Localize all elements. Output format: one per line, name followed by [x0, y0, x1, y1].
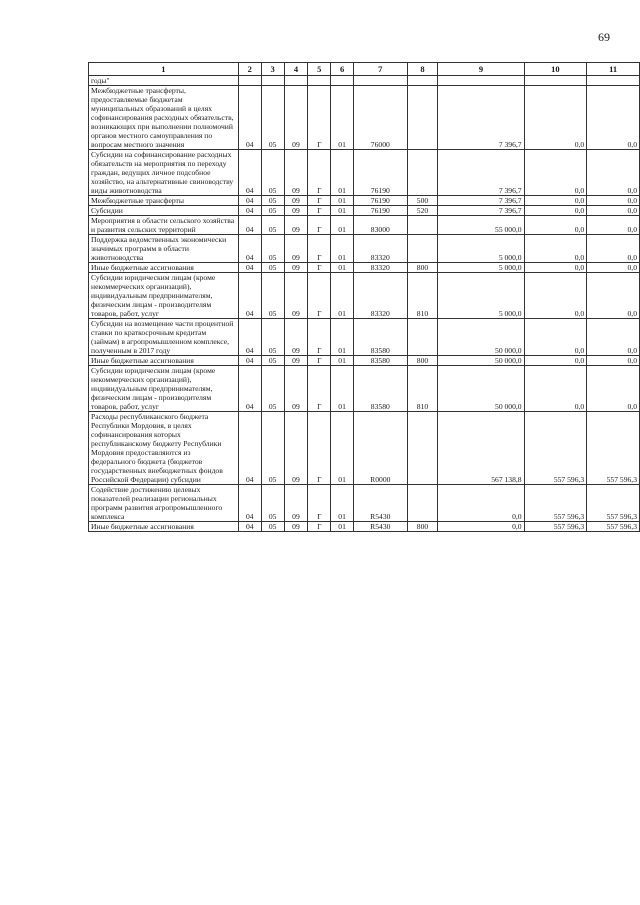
- main-event-cell: 01: [331, 263, 354, 273]
- table-row: [89, 235, 640, 263]
- direction-cell: 83320: [354, 235, 408, 263]
- program-cell: 09: [284, 235, 308, 263]
- amount-2019-cell: 0,0: [524, 356, 587, 366]
- amount-2019-cell: 0,0: [524, 206, 587, 216]
- direction-cell: 76000: [354, 86, 408, 150]
- amount-2018-cell: 5 000,0: [438, 235, 524, 263]
- continuation-text: годы": [89, 76, 239, 86]
- page-number: 69: [598, 30, 610, 44]
- table-row: [89, 196, 640, 206]
- subprogram-cell: Г: [308, 522, 331, 532]
- amount-2018-cell: 567 138,8: [438, 412, 524, 485]
- expense-type-cell: [407, 150, 438, 196]
- program-cell: 09: [284, 216, 308, 235]
- row-name-cell: Межбюджетные трансферты: [89, 196, 239, 206]
- program-cell: 09: [284, 150, 308, 196]
- amount-2019-cell: 0,0: [524, 366, 587, 412]
- program-cell: 09: [284, 206, 308, 216]
- expense-type-cell: 500: [407, 196, 438, 206]
- column-header: 8: [407, 63, 438, 76]
- subsection-cell: 05: [261, 522, 284, 532]
- expense-type-cell: 520: [407, 206, 438, 216]
- expense-type-cell: [407, 86, 438, 150]
- main-event-cell: 01: [331, 366, 354, 412]
- amount-2019-cell: 0,0: [524, 235, 587, 263]
- amount-2019-cell: 557 596,3: [524, 412, 587, 485]
- main-event-cell: 01: [331, 235, 354, 263]
- subsection-cell: 05: [261, 412, 284, 485]
- amount-2019-cell: 557 596,3: [524, 522, 587, 532]
- table-row: [89, 366, 640, 412]
- row-name-cell: Субсидии юридическим лицам (кроме некоммерческих организаций), индивидуальным предпринимателям, физическим лицам - производителям товаров, работ, услуг: [89, 366, 239, 412]
- section-cell: 04: [238, 356, 261, 366]
- program-cell: 09: [284, 356, 308, 366]
- program-cell: 09: [284, 273, 308, 319]
- amount-2020-cell: 0,0: [587, 263, 640, 273]
- subsection-cell: 05: [261, 196, 284, 206]
- amount-2018-cell: 5 000,0: [438, 273, 524, 319]
- amount-2018-cell: 7 396,7: [438, 86, 524, 150]
- column-header: 1: [89, 63, 239, 76]
- program-cell: 09: [284, 86, 308, 150]
- expense-type-cell: 800: [407, 356, 438, 366]
- direction-cell: 83580: [354, 366, 408, 412]
- subprogram-cell: Г: [308, 263, 331, 273]
- amount-2018-cell: 7 396,7: [438, 196, 524, 206]
- direction-cell: 83320: [354, 273, 408, 319]
- subprogram-cell: Г: [308, 150, 331, 196]
- subsection-cell: 05: [261, 206, 284, 216]
- table-row: [89, 522, 640, 532]
- main-event-cell: 01: [331, 356, 354, 366]
- subprogram-cell: Г: [308, 196, 331, 206]
- section-cell: 04: [238, 485, 261, 522]
- column-header: 9: [438, 63, 524, 76]
- program-cell: 09: [284, 522, 308, 532]
- table-row: [89, 273, 640, 319]
- amount-2020-cell: 557 596,3: [587, 412, 640, 485]
- main-event-cell: 01: [331, 319, 354, 356]
- amount-2018-cell: 5 000,0: [438, 263, 524, 273]
- table-row: [89, 206, 640, 216]
- section-cell: 04: [238, 86, 261, 150]
- row-name-cell: Поддержка ведомственных экономически значимых программ в области животноводства: [89, 235, 239, 263]
- row-name-cell: Мероприятия в области сельского хозяйства и развития сельских территорий: [89, 216, 239, 235]
- amount-2020-cell: 0,0: [587, 235, 640, 263]
- main-event-cell: 01: [331, 86, 354, 150]
- amount-2019-cell: 0,0: [524, 216, 587, 235]
- column-header: 5: [308, 63, 331, 76]
- amount-2020-cell: 0,0: [587, 150, 640, 196]
- direction-cell: 83000: [354, 216, 408, 235]
- direction-cell: 83580: [354, 356, 408, 366]
- direction-cell: 83320: [354, 263, 408, 273]
- subprogram-cell: Г: [308, 216, 331, 235]
- row-name-cell: Иные бюджетные ассигнования: [89, 356, 239, 366]
- amount-2020-cell: 0,0: [587, 206, 640, 216]
- direction-cell: R5430: [354, 485, 408, 522]
- direction-cell: 76190: [354, 206, 408, 216]
- row-name-cell: Субсидии юридическим лицам (кроме некоммерческих организаций), индивидуальным предпринимателям, физическим лицам - производителям товаров, работ, услуг: [89, 273, 239, 319]
- subsection-cell: 05: [261, 356, 284, 366]
- table-row: [89, 86, 640, 150]
- amount-2019-cell: 0,0: [524, 150, 587, 196]
- table-header-row: [89, 63, 640, 76]
- amount-2018-cell: 7 396,7: [438, 150, 524, 196]
- amount-2020-cell: 0,0: [587, 86, 640, 150]
- amount-2018-cell: 0,0: [438, 522, 524, 532]
- program-cell: 09: [284, 412, 308, 485]
- column-header: 10: [524, 63, 587, 76]
- row-name-cell: Субсидии: [89, 206, 239, 216]
- section-cell: 04: [238, 196, 261, 206]
- section-cell: 04: [238, 235, 261, 263]
- program-cell: 09: [284, 485, 308, 522]
- direction-cell: R5430: [354, 522, 408, 532]
- amount-2020-cell: 557 596,3: [587, 522, 640, 532]
- row-name-cell: Субсидии на софинансирование расходных обязательств на мероприятия по переходу граждан, ведущих личное подсобное хозяйство, на альтернативные свиноводству виды животноводства: [89, 150, 239, 196]
- main-event-cell: 01: [331, 216, 354, 235]
- section-cell: 04: [238, 216, 261, 235]
- column-header: 11: [587, 63, 640, 76]
- column-header: 7: [354, 63, 408, 76]
- row-name-cell: Содействие достижению целевых показателей реализации региональных программ развития агропромышленного комплекса: [89, 485, 239, 522]
- expense-type-cell: [407, 235, 438, 263]
- column-header: 3: [261, 63, 284, 76]
- direction-cell: R0000: [354, 412, 408, 485]
- subprogram-cell: Г: [308, 485, 331, 522]
- amount-2018-cell: 50 000,0: [438, 356, 524, 366]
- subprogram-cell: Г: [308, 86, 331, 150]
- amount-2019-cell: 0,0: [524, 196, 587, 206]
- section-cell: 04: [238, 319, 261, 356]
- table-row: [89, 319, 640, 356]
- amount-2018-cell: 7 396,7: [438, 206, 524, 216]
- amount-2020-cell: 0,0: [587, 356, 640, 366]
- column-header: 4: [284, 63, 308, 76]
- amount-2020-cell: 0,0: [587, 196, 640, 206]
- amount-2020-cell: 0,0: [587, 273, 640, 319]
- subprogram-cell: Г: [308, 235, 331, 263]
- subprogram-cell: Г: [308, 273, 331, 319]
- program-cell: 09: [284, 319, 308, 356]
- column-header: 2: [238, 63, 261, 76]
- main-event-cell: 01: [331, 412, 354, 485]
- section-cell: 04: [238, 412, 261, 485]
- table-row: [89, 216, 640, 235]
- amount-2019-cell: 0,0: [524, 263, 587, 273]
- section-cell: 04: [238, 263, 261, 273]
- amount-2019-cell: 557 596,3: [524, 485, 587, 522]
- expense-type-cell: 810: [407, 273, 438, 319]
- program-cell: 09: [284, 196, 308, 206]
- subprogram-cell: Г: [308, 206, 331, 216]
- continuation-row: [89, 76, 640, 86]
- amount-2019-cell: 0,0: [524, 319, 587, 356]
- subsection-cell: 05: [261, 263, 284, 273]
- expense-type-cell: [407, 216, 438, 235]
- subsection-cell: 05: [261, 216, 284, 235]
- row-name-cell: Субсидии на возмещение части процентной ставки по краткосрочным кредитам (займам) в агропромышленном комплексе, полученным в 2017 году: [89, 319, 239, 356]
- amount-2020-cell: 0,0: [587, 366, 640, 412]
- amount-2020-cell: 0,0: [587, 319, 640, 356]
- direction-cell: 76190: [354, 150, 408, 196]
- subsection-cell: 05: [261, 150, 284, 196]
- subsection-cell: 05: [261, 86, 284, 150]
- program-cell: 09: [284, 366, 308, 412]
- subprogram-cell: Г: [308, 412, 331, 485]
- expense-type-cell: [407, 319, 438, 356]
- amount-2018-cell: 0,0: [438, 485, 524, 522]
- section-cell: 04: [238, 366, 261, 412]
- subsection-cell: 05: [261, 485, 284, 522]
- amount-2019-cell: 0,0: [524, 86, 587, 150]
- expense-type-cell: 800: [407, 522, 438, 532]
- main-event-cell: 01: [331, 485, 354, 522]
- expense-type-cell: 810: [407, 366, 438, 412]
- subsection-cell: 05: [261, 273, 284, 319]
- row-name-cell: Иные бюджетные ассигнования: [89, 263, 239, 273]
- row-name-cell: Иные бюджетные ассигнования: [89, 522, 239, 532]
- subsection-cell: 05: [261, 235, 284, 263]
- main-event-cell: 01: [331, 206, 354, 216]
- subprogram-cell: Г: [308, 356, 331, 366]
- amount-2018-cell: 50 000,0: [438, 319, 524, 356]
- table-row: [89, 150, 640, 196]
- table-row: [89, 412, 640, 485]
- budget-table: [88, 62, 640, 532]
- direction-cell: 76190: [354, 196, 408, 206]
- expense-type-cell: 800: [407, 263, 438, 273]
- table-row: [89, 356, 640, 366]
- amount-2020-cell: 0,0: [587, 216, 640, 235]
- section-cell: 04: [238, 150, 261, 196]
- amount-2018-cell: 50 000,0: [438, 366, 524, 412]
- expense-type-cell: [407, 485, 438, 522]
- amount-2018-cell: 55 000,0: [438, 216, 524, 235]
- table-row: [89, 263, 640, 273]
- main-event-cell: 01: [331, 273, 354, 319]
- main-event-cell: 01: [331, 196, 354, 206]
- amount-2019-cell: 0,0: [524, 273, 587, 319]
- subprogram-cell: Г: [308, 366, 331, 412]
- program-cell: 09: [284, 263, 308, 273]
- expense-type-cell: [407, 412, 438, 485]
- subsection-cell: 05: [261, 366, 284, 412]
- row-name-cell: Расходы республиканского бюджета Республики Мордовия, в целях софинансирования которых республиканскому бюджету Республики Мордовия предоставляются из федерального бюджета (бюджетов государственных внебюджетных фондов Российской Федерации) субсидии: [89, 412, 239, 485]
- section-cell: 04: [238, 273, 261, 319]
- amount-2020-cell: 557 596,3: [587, 485, 640, 522]
- main-event-cell: 01: [331, 522, 354, 532]
- direction-cell: 83580: [354, 319, 408, 356]
- row-name-cell: Межбюджетные трансферты, предоставляемые бюджетам муниципальных образований в целях софинансирования расходных обязательств, возникающих при выполнении полномочий органов местного самоуправления по вопросам местного значения: [89, 86, 239, 150]
- subprogram-cell: Г: [308, 319, 331, 356]
- subsection-cell: 05: [261, 319, 284, 356]
- section-cell: 04: [238, 522, 261, 532]
- main-event-cell: 01: [331, 150, 354, 196]
- table-row: [89, 485, 640, 522]
- column-header: 6: [331, 63, 354, 76]
- section-cell: 04: [238, 206, 261, 216]
